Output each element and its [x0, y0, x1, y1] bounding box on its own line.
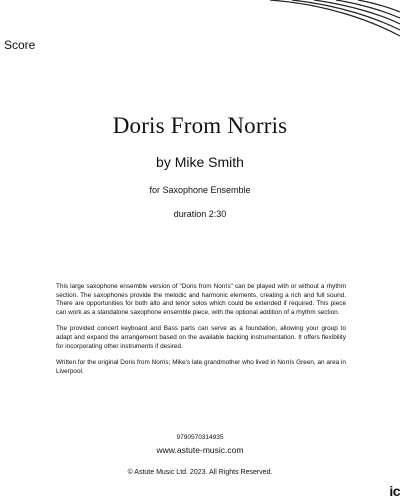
decorative-corner-curves: [230, 0, 400, 60]
cropped-logo-text: ic: [389, 483, 400, 499]
score-label: Score: [4, 38, 36, 52]
copyright-notice: © Astute Music Ltd. 2023. All Rights Reserved.: [127, 469, 273, 476]
program-note-paragraph: The provided concert keyboard and Bass parts can serve as a foundation, allowing your group to adapt and expand the arrangement based on the available backing instrumentation. It offers flexibility for incorporating other instruments if desired.: [56, 325, 346, 350]
program-notes: [56, 283, 346, 384]
publisher-website-link[interactable]: www.astute-music.com: [156, 445, 244, 455]
duration-label: duration 2:30: [173, 209, 227, 219]
isbn-number: 9790570314935: [176, 434, 224, 441]
ensemble-label: for Saxophone Ensemble: [149, 185, 251, 195]
program-note-paragraph: Written for the original Doris from Norris; Mike's late grandmother who lived in Norris Green, an area in Liverpool.: [56, 359, 346, 375]
program-note-paragraph: This large saxophone ensemble version of "Doris from Norris" can be played with or without a rhythm section. The saxophones provide the melodic and harmonic elements, creating a rich and full sound. There are opportunities for both alto and tenor solos which could be extended if required. This piece can work as a standalone saxophone ensemble piece, with the optional addition of a rhythm section.: [56, 283, 346, 316]
piece-title: Doris From Norris: [112, 113, 288, 138]
composer-credit: by Mike Smith: [156, 154, 244, 170]
